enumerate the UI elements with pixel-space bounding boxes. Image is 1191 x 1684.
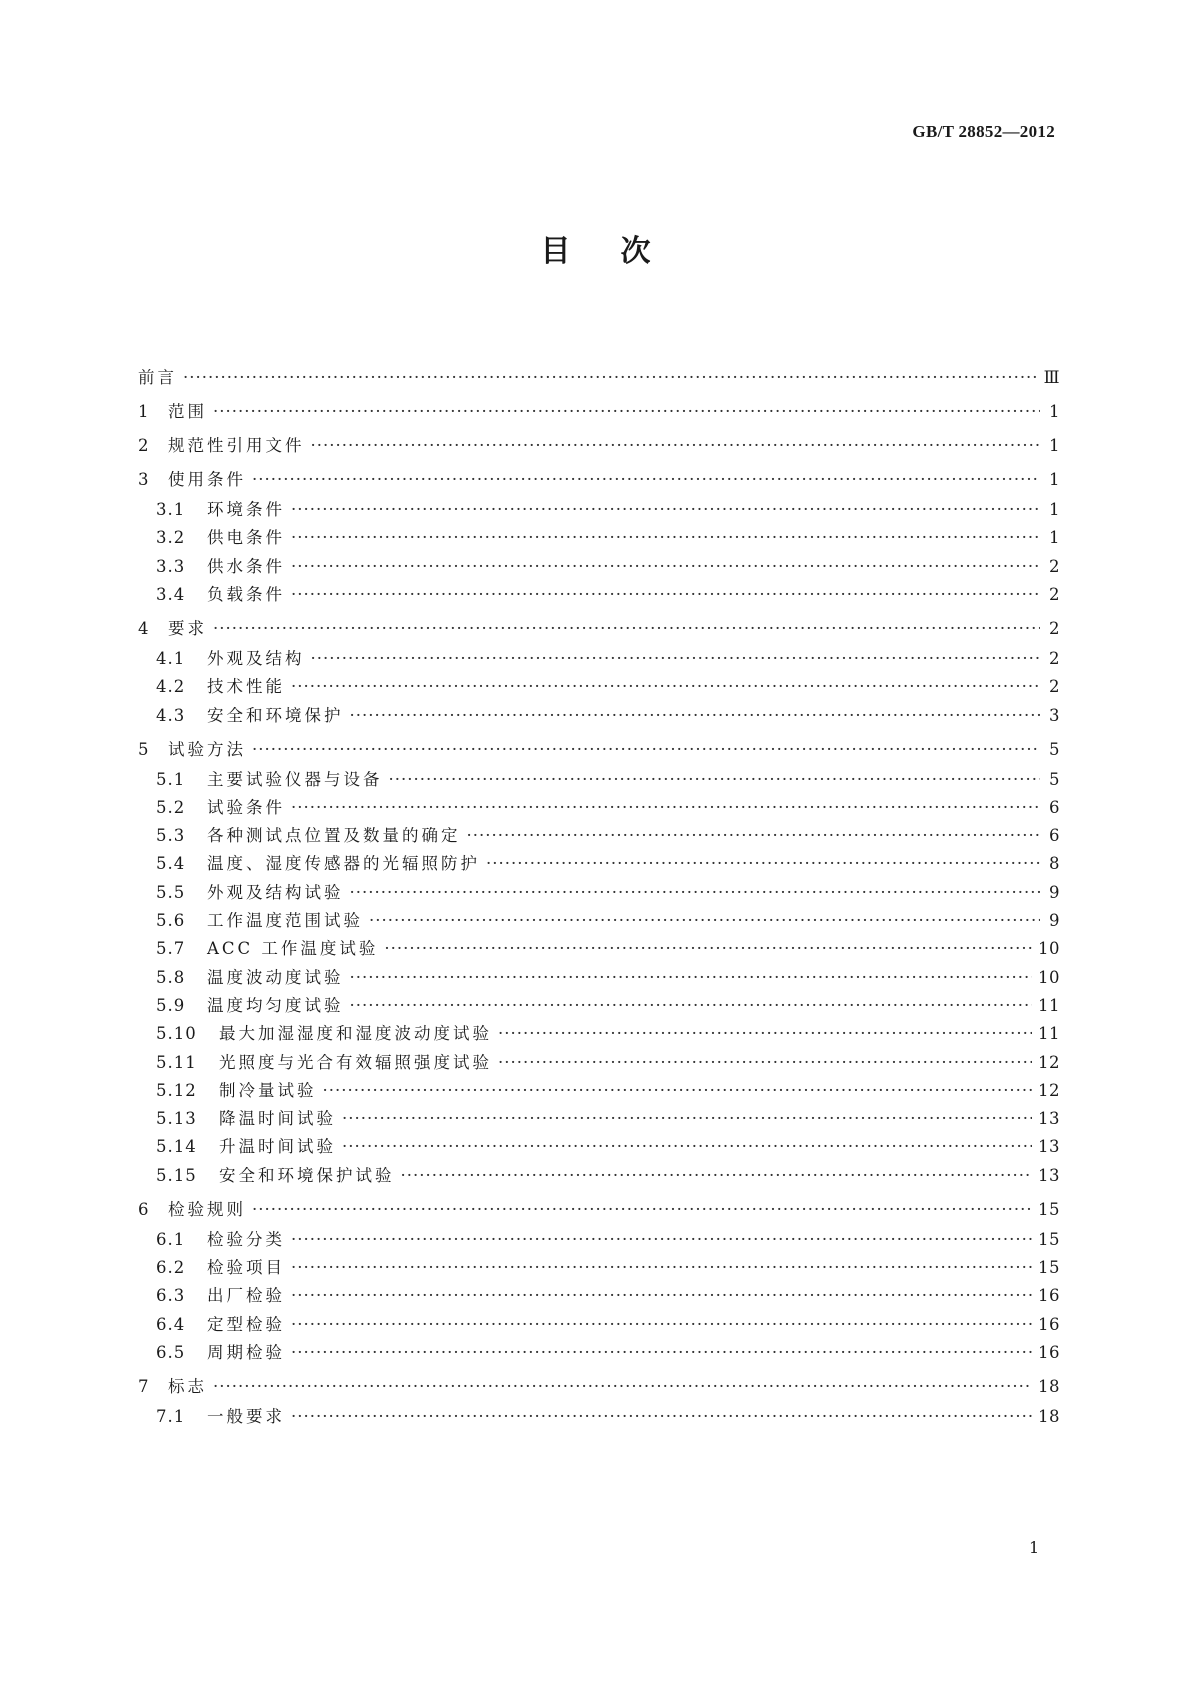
toc-dot-leader [311, 647, 1041, 671]
toc-entry[interactable] [156, 583, 1060, 607]
toc-entry-page: 12 [1038, 1052, 1060, 1072]
toc-dot-leader [183, 366, 1038, 390]
toc-entry-number: 1 [138, 402, 150, 421]
toc-entry-label: 外观及结构 [207, 648, 305, 668]
toc-dot-leader [213, 400, 1040, 424]
toc-entry-label: 标志 [168, 1376, 207, 1396]
toc-entry-number: 5.3 [156, 826, 186, 846]
toc-entry[interactable] [156, 1284, 1060, 1308]
toc-entry[interactable] [156, 824, 1060, 848]
toc-entry-page: 16 [1038, 1286, 1060, 1306]
toc-entry-label: 环境条件 [207, 500, 285, 519]
toc-entry-number: 5.2 [156, 797, 186, 817]
toc-dot-leader [291, 1228, 1032, 1252]
toc-entry-number: 3.4 [156, 584, 186, 604]
toc-entry-number: 4.2 [156, 677, 186, 697]
toc-entry-number: 5.1 [156, 769, 186, 789]
toc-dot-leader [291, 555, 1040, 579]
toc-dot-leader [291, 796, 1040, 820]
toc-entry[interactable] [156, 1135, 1060, 1159]
toc-dot-leader [213, 1375, 1032, 1399]
toc-entry[interactable] [156, 704, 1060, 728]
toc-entry[interactable] [156, 1256, 1060, 1280]
toc-dot-leader [384, 937, 1032, 961]
toc-entry-label: 最大加湿湿度和湿度波动度试验 [219, 1024, 492, 1044]
toc-entry-page: 1 [1049, 436, 1060, 455]
toc-entry-page: 2 [1049, 556, 1060, 576]
toc-entry-label: 温度均匀度试验 [207, 995, 344, 1015]
toc-entry-label: 供电条件 [207, 528, 285, 548]
toc-entry-page: 2 [1049, 584, 1060, 604]
toc-entry-number: 5.10 [156, 1024, 197, 1044]
toc-dot-leader [342, 1107, 1032, 1131]
toc-entry[interactable] [156, 1051, 1060, 1075]
toc-dot-leader [389, 768, 1041, 792]
toc-entry[interactable] [138, 738, 1060, 762]
toc-dot-leader [252, 738, 1040, 762]
toc-entry[interactable] [156, 1079, 1060, 1103]
toc-entry-label: ACC 工作温度试验 [207, 939, 379, 959]
toc-entry[interactable] [156, 1313, 1060, 1337]
toc-entry-page: 16 [1038, 1342, 1060, 1362]
toc-entry-label: 降温时间试验 [219, 1109, 336, 1129]
toc-entry[interactable] [138, 1198, 1060, 1222]
page-number: 1 [1029, 1538, 1040, 1557]
toc-entry-number: 5.11 [156, 1052, 197, 1072]
toc-entry-number: 5.12 [156, 1080, 197, 1100]
toc-entry-label: 定型检验 [207, 1314, 285, 1334]
toc-dot-leader [311, 434, 1041, 458]
toc-entry-number: 4.1 [156, 648, 186, 668]
toc-entry-label: 制冷量试验 [219, 1080, 317, 1100]
toc-entry-page: Ⅲ [1043, 368, 1060, 387]
toc-entry-page: 6 [1049, 797, 1060, 817]
toc-dot-leader [213, 617, 1040, 641]
toc-entry-page: 2 [1049, 618, 1060, 638]
toc-entry-page: 9 [1049, 882, 1060, 902]
toc-entry-page: 13 [1038, 1165, 1060, 1185]
toc-entry-number: 6.4 [156, 1314, 186, 1334]
toc-entry-number: 3.3 [156, 556, 186, 576]
toc-entry[interactable] [156, 966, 1060, 990]
toc-entry-label: 安全和环境保护试验 [219, 1165, 395, 1185]
toc-entry-label: 前言 [138, 368, 177, 387]
toc-entry-label: 安全和环境保护 [207, 705, 344, 725]
toc-entry-page: 11 [1038, 1024, 1060, 1044]
toc-entry-label: 规范性引用文件 [168, 436, 305, 455]
toc-dot-leader [467, 824, 1041, 848]
toc-entry-number: 3.1 [156, 500, 186, 519]
toc-entry[interactable] [138, 434, 1060, 458]
toc-dot-leader [498, 1051, 1032, 1075]
toc-dot-leader [252, 468, 1040, 492]
toc-entry-page: 11 [1038, 995, 1060, 1015]
toc-dot-leader [291, 583, 1040, 607]
toc-entry-label: 温度波动度试验 [207, 967, 344, 987]
toc-entry[interactable] [156, 1164, 1060, 1188]
toc-dot-leader [291, 1256, 1032, 1280]
toc-entry-page: 18 [1038, 1376, 1060, 1396]
toc-dot-leader [350, 704, 1041, 728]
toc-entry-number: 7.1 [156, 1406, 186, 1426]
toc-entry-number: 5.13 [156, 1109, 197, 1129]
toc-entry[interactable] [156, 909, 1060, 933]
toc-entry-page: 1 [1049, 470, 1060, 489]
toc-dot-leader [350, 881, 1041, 905]
toc-entry[interactable] [156, 937, 1060, 961]
toc-entry-page: 9 [1049, 911, 1060, 930]
toc-entry-label: 技术性能 [207, 677, 285, 697]
toc-dot-leader [291, 1341, 1032, 1365]
toc-entry-page: 1 [1049, 528, 1060, 548]
toc-entry-label: 负载条件 [207, 584, 285, 604]
toc-entry[interactable] [156, 1107, 1060, 1131]
toc-entry-label: 温度、湿度传感器的光辐照防护 [207, 854, 480, 874]
toc-entry[interactable] [156, 796, 1060, 820]
toc-entry-label: 光照度与光合有效辐照强度试验 [219, 1052, 492, 1072]
toc-dot-leader [291, 1284, 1032, 1308]
toc-entry[interactable] [156, 1405, 1060, 1429]
toc-entry-page: 13 [1038, 1137, 1060, 1157]
toc-entry-page: 8 [1049, 854, 1060, 874]
toc-entry-page: 10 [1038, 939, 1060, 959]
toc-entry-page: 15 [1038, 1229, 1060, 1249]
toc-entry-label: 试验方法 [168, 739, 246, 759]
toc-entry-page: 1 [1049, 500, 1060, 519]
toc-entry-label: 出厂检验 [207, 1286, 285, 1306]
toc-entry-number: 7 [138, 1376, 150, 1396]
toc-dot-leader [350, 994, 1033, 1018]
toc-dot-leader [369, 909, 1040, 933]
toc-entry-page: 2 [1049, 677, 1060, 697]
toc-entry[interactable] [138, 366, 1060, 390]
toc-dot-leader [252, 1198, 1032, 1222]
toc-entry-label: 升温时间试验 [219, 1137, 336, 1157]
toc-entry-label: 外观及结构试验 [207, 882, 344, 902]
toc-entry[interactable] [156, 1022, 1060, 1046]
toc-entry-page: 3 [1049, 705, 1060, 725]
toc-entry-number: 5.6 [156, 911, 186, 930]
toc-entry-page: 5 [1049, 769, 1060, 789]
toc-entry-number: 6.3 [156, 1286, 186, 1306]
toc-entry-label: 周期检验 [207, 1342, 285, 1362]
toc-entry[interactable] [156, 498, 1060, 522]
toc-entry-number: 6.5 [156, 1342, 186, 1362]
toc-dot-leader [291, 1313, 1032, 1337]
toc-entry-number: 5.15 [156, 1165, 197, 1185]
toc-entry[interactable] [138, 617, 1060, 641]
toc-entry-page: 15 [1038, 1258, 1060, 1277]
toc-entry[interactable] [156, 852, 1060, 876]
toc-entry-label: 一般要求 [207, 1406, 285, 1426]
toc-dot-leader [498, 1022, 1032, 1046]
toc-dot-leader [486, 852, 1040, 876]
toc-entry-number: 3 [138, 470, 150, 489]
toc-entry-label: 使用条件 [168, 470, 246, 489]
toc-entry-page: 10 [1038, 967, 1060, 987]
toc-entry-number: 4 [138, 618, 150, 638]
toc-entry-label: 检验规则 [168, 1199, 246, 1219]
toc-entry-label: 检验分类 [207, 1229, 285, 1249]
toc-entry-label: 范围 [168, 402, 207, 421]
toc-entry-page: 2 [1049, 648, 1060, 668]
toc-entry-label: 各种测试点位置及数量的确定 [207, 826, 461, 846]
toc-entry-number: 5.4 [156, 854, 186, 874]
toc-entry-label: 工作温度范围试验 [207, 911, 363, 930]
toc-entry-number: 5.5 [156, 882, 186, 902]
toc-dot-leader [401, 1164, 1033, 1188]
standard-code: GB/T 28852—2012 [912, 122, 1055, 141]
toc-entry-page: 15 [1038, 1199, 1060, 1219]
toc-entry-page: 12 [1038, 1080, 1060, 1100]
toc-entry-number: 5.14 [156, 1137, 197, 1157]
toc-entry[interactable] [138, 1375, 1060, 1399]
toc-title: 目次 [540, 234, 701, 269]
toc-entry-page: 13 [1038, 1109, 1060, 1129]
toc-entry[interactable] [156, 768, 1060, 792]
toc-entry[interactable] [156, 881, 1060, 905]
toc-entry[interactable] [138, 468, 1060, 492]
toc-entry-page: 6 [1049, 826, 1060, 846]
toc-entry-label: 供水条件 [207, 556, 285, 576]
toc-entry-number: 6.1 [156, 1229, 186, 1249]
toc-entry[interactable] [156, 647, 1060, 671]
toc-entry[interactable] [156, 994, 1060, 1018]
toc-dot-leader [291, 526, 1040, 550]
toc-entry-number: 5.8 [156, 967, 186, 987]
toc-entry-number: 6 [138, 1199, 150, 1219]
toc-entry[interactable] [138, 400, 1060, 424]
toc-entry-label: 检验项目 [207, 1258, 285, 1277]
toc-dot-leader [291, 1405, 1032, 1429]
toc-entry[interactable] [156, 675, 1060, 699]
toc-entry[interactable] [156, 526, 1060, 550]
toc-entry-number: 5.9 [156, 995, 186, 1015]
toc-entry-label: 要求 [168, 618, 207, 638]
toc-entry-number: 5 [138, 739, 150, 759]
toc-dot-leader [350, 966, 1033, 990]
toc-dot-leader [291, 675, 1040, 699]
toc-entry-number: 5.7 [156, 939, 186, 959]
toc-entry[interactable] [156, 555, 1060, 579]
toc-entry-number: 2 [138, 436, 150, 455]
toc-entry[interactable] [156, 1228, 1060, 1252]
toc-dot-leader [342, 1135, 1032, 1159]
toc-entry-page: 18 [1038, 1406, 1060, 1426]
toc-entry-number: 4.3 [156, 705, 186, 725]
toc-entry-page: 5 [1049, 739, 1060, 759]
toc-entry-label: 主要试验仪器与设备 [207, 769, 383, 789]
toc-entry-number: 3.2 [156, 528, 186, 548]
toc-entry-label: 试验条件 [207, 797, 285, 817]
toc-dot-leader [323, 1079, 1033, 1103]
toc-entry-page: 16 [1038, 1314, 1060, 1334]
toc-entry[interactable] [156, 1341, 1060, 1365]
toc-dot-leader [291, 498, 1040, 522]
toc-entry-page: 1 [1049, 402, 1060, 421]
toc-entry-number: 6.2 [156, 1258, 186, 1277]
